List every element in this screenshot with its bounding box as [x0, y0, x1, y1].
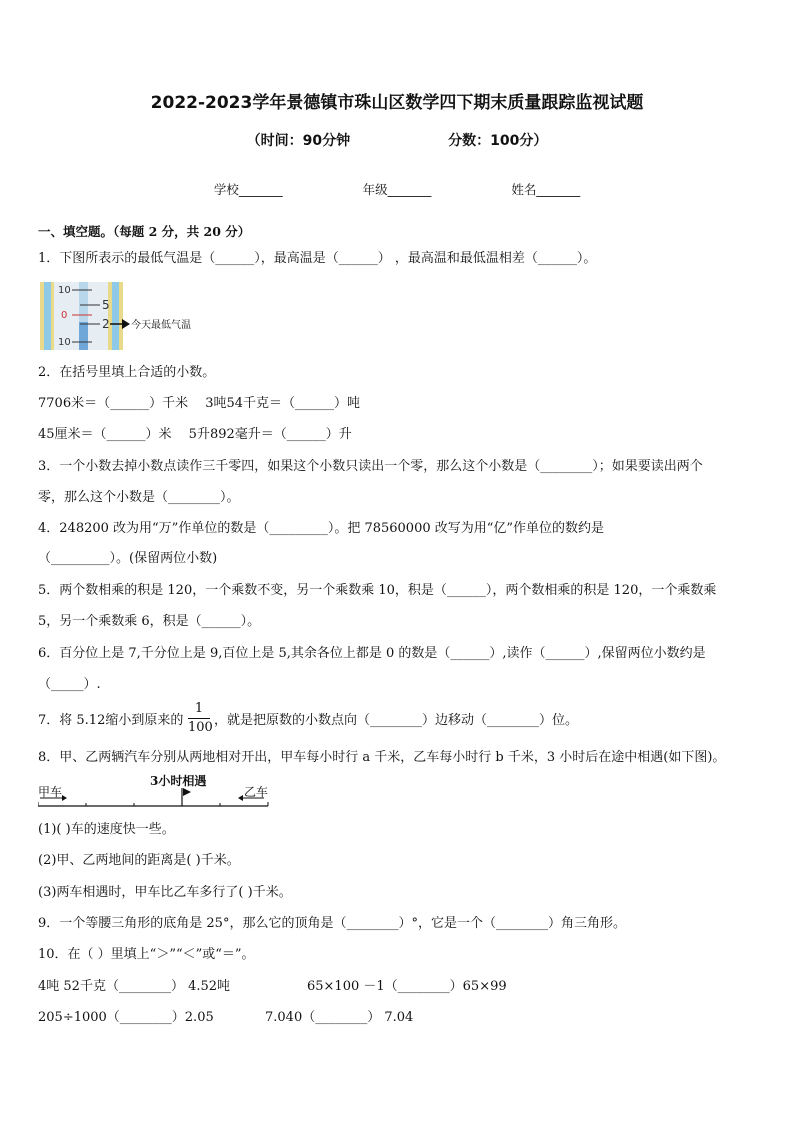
page-title: 2022-2023学年景德镇市珠山区数学四下期末质量跟踪监视试题 [150, 93, 644, 113]
question-3a: 3．一个小数去掉小数点读作三千零四，如果这个小数只读出一个零，那么这个小数是（________）；如果要读出两个 [38, 459, 703, 474]
question-2: 2．在括号里填上合适的小数。 [38, 365, 216, 380]
question-5a: 5．两个数相乘的积是 120，一个乘数不变，另一个乘数乘 10，积是（______），两个数相乘的积是 120，一个乘数乘 [38, 583, 717, 598]
question-8-3: (3)两车相遇时，甲车比乙车多行了( )千米。 [38, 885, 292, 900]
meeting-diagram [38, 772, 278, 812]
question-6a: 6．百分位上是 7,千分位上是 9,百位上是 5,其余各位上都是 0 的数是（______）,读作（______）,保留两位小数约是 [38, 646, 706, 661]
question-7-suffix: ，就是把原数的小数点向（________）边移动（________）位。 [214, 713, 579, 728]
fraction-one-hundredth [188, 700, 213, 737]
label-car-a: 甲车 [38, 785, 63, 799]
thermometer-left-strip [44, 282, 51, 350]
question-2a: 7706米＝（______）千米 3吨54千克＝（______）吨 [38, 396, 361, 411]
arrow-right-icon [122, 319, 130, 329]
thermometer-liquid [79, 322, 88, 350]
question-8: 8．甲、乙两辆汽车分别从两地相对开出，甲车每小时行 a 千米，乙车每小时行 b 千米，3 小时后在途中相遇(如下图)。 [38, 750, 726, 765]
label-meet: 3小时相遇 [150, 774, 207, 788]
flag-icon [183, 788, 191, 796]
thermo-label-5: 5 [102, 298, 110, 312]
time-info: （时间：90分钟 [246, 133, 351, 149]
thermo-label-2: 2 [102, 317, 110, 331]
score-info: 分数：100分） [448, 133, 548, 149]
arrow-left-icon [238, 795, 243, 801]
student-fields [0, 180, 794, 198]
arrow-right-icon [62, 795, 67, 801]
question-8-2: (2)甲、乙两地间的距离是( )千米。 [38, 853, 240, 868]
question-6b: （_____）. [38, 677, 101, 692]
name-field[interactable]: 姓名_______ [511, 182, 581, 197]
exam-info [0, 130, 794, 150]
school-field[interactable]: 学校_______ [213, 182, 283, 197]
fraction-numerator: 1 [188, 700, 210, 719]
question-8-1: (1)( )车的速度快一些。 [38, 822, 175, 837]
question-2b: 45厘米＝（______）米 5升892毫升＝（______）升 [38, 427, 352, 442]
thermometer-right-strip [112, 282, 119, 350]
question-10a-left: 4吨 52千克（________） 4.52吨 [38, 979, 231, 994]
thermo-label-0: 0 [61, 310, 68, 321]
question-1: 1．下图所表示的最低气温是（______），最高温是（______） ，最高温和最低温相差（______）。 [38, 251, 597, 266]
question-9: 9．一个等腰三角形的底角是 25°，那么它的顶角是（________）°，它是一个（________）角三角形。 [38, 916, 626, 931]
section-heading: 一、填空题。（每题 2 分，共 20 分） [38, 224, 251, 239]
question-3b: 零，那么这个小数是（________）。 [38, 490, 240, 505]
thermometer-figure [40, 282, 200, 350]
question-7-prefix: 7．将 5.12缩小到原来的 [38, 713, 184, 728]
question-10a-right: 65×100 －1（________）65×99 [307, 979, 507, 994]
question-4a: 4．248200 改为用“万”作单位的数是（_________）。把 78560000 改写为用“亿”作单位的数约是 [38, 521, 605, 536]
thermo-label-10-bottom: 10 [58, 337, 71, 348]
label-car-b: 乙车 [244, 785, 269, 799]
question-4b: （_________）。(保留两位小数) [38, 551, 218, 566]
question-10: 10．在（ ）里填上“＞”“＜”或“＝”。 [38, 947, 255, 962]
grade-field[interactable]: 年级_______ [362, 182, 432, 197]
fraction-denominator: 100 [188, 720, 213, 735]
question-5b: 5，另一个乘数乘 6，积是（______）。 [38, 614, 261, 629]
question-10b-right: 7.040（________） 7.04 [265, 1010, 414, 1025]
thermo-caption: 今天最低气温 [131, 320, 191, 331]
question-10b-left: 205÷1000（________）2.05 [38, 1010, 214, 1025]
thermo-label-10-top: 10 [58, 285, 71, 296]
